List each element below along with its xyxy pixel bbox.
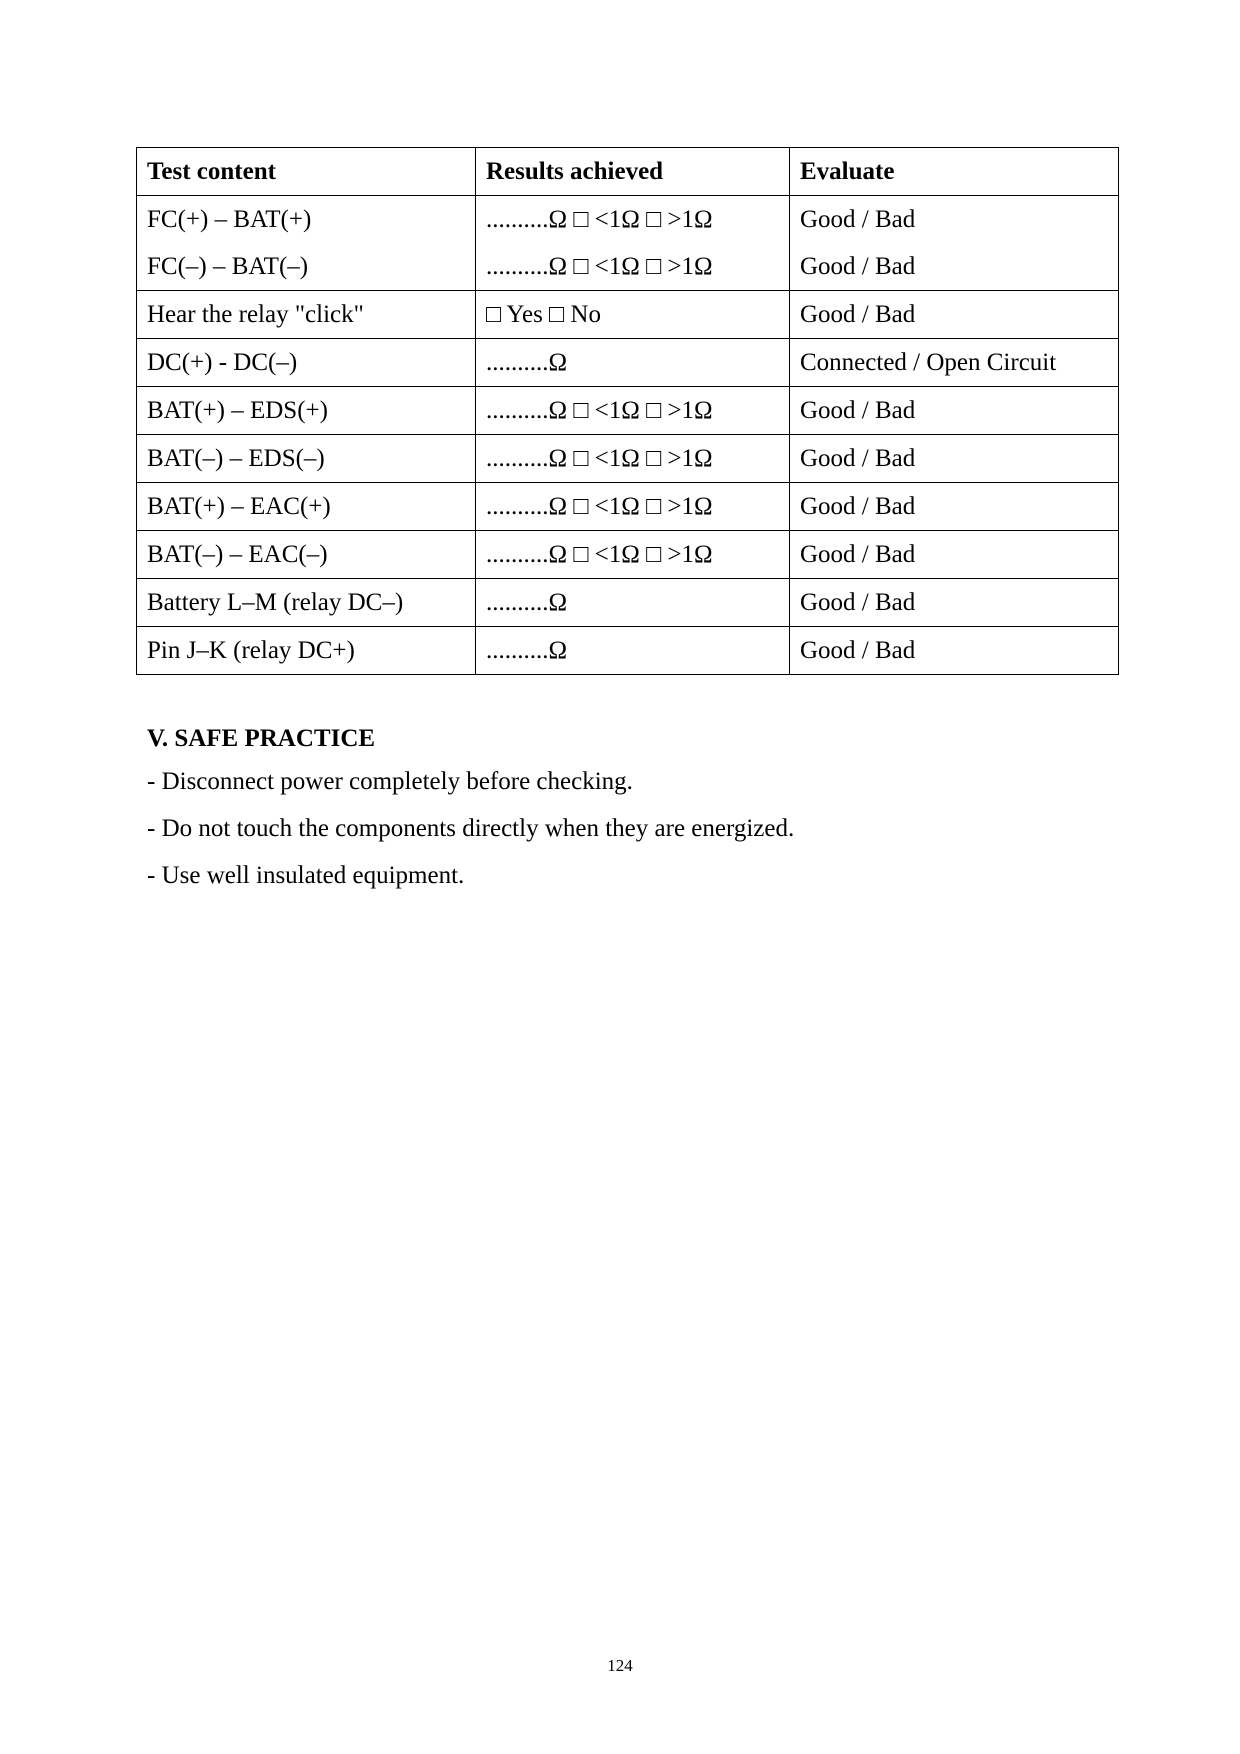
result-cell: ..........Ω □ <1Ω □ >1Ω xyxy=(476,387,790,435)
evaluate-cell: Good / Bad xyxy=(790,531,1119,579)
evaluate-cell: Good / Bad xyxy=(790,291,1119,339)
table-row xyxy=(137,196,1119,291)
test-results-table xyxy=(136,147,1119,675)
safe-practice-item: - Use well insulated equipment. xyxy=(147,862,465,889)
result-cell-line: ..........Ω □ <1Ω □ >1Ω xyxy=(486,253,713,280)
result-cell xyxy=(476,196,790,291)
result-cell: ..........Ω xyxy=(476,627,790,675)
page-number: 124 xyxy=(607,1656,633,1675)
safe-practice-section xyxy=(147,720,1107,899)
test-cell: Hear the relay "click" xyxy=(137,291,476,339)
table-row xyxy=(137,435,1119,483)
table-row xyxy=(137,627,1119,675)
test-cell xyxy=(137,196,476,291)
table-row xyxy=(137,483,1119,531)
evaluate-cell: Good / Bad xyxy=(790,435,1119,483)
test-cell: BAT(+) – EDS(+) xyxy=(137,387,476,435)
test-cell: BAT(–) – EAC(–) xyxy=(137,531,476,579)
test-cell-line: FC(+) – BAT(+) xyxy=(147,206,312,233)
test-cell: Battery L–M (relay DC–) xyxy=(137,579,476,627)
result-cell-line: ..........Ω □ <1Ω □ >1Ω xyxy=(486,206,713,233)
evaluate-cell xyxy=(790,196,1119,291)
result-cell: □ Yes □ No xyxy=(476,291,790,339)
result-cell: ..........Ω □ <1Ω □ >1Ω xyxy=(476,483,790,531)
evaluate-cell: Connected / Open Circuit xyxy=(790,339,1119,387)
evaluate-cell: Good / Bad xyxy=(790,627,1119,675)
test-cell: Pin J–K (relay DC+) xyxy=(137,627,476,675)
evaluate-cell-line: Good / Bad xyxy=(800,253,916,280)
result-cell: ..........Ω □ <1Ω □ >1Ω xyxy=(476,435,790,483)
test-cell: DC(+) - DC(–) xyxy=(137,339,476,387)
table-row xyxy=(137,291,1119,339)
test-cell: BAT(+) – EAC(+) xyxy=(137,483,476,531)
evaluate-cell-line: Good / Bad xyxy=(800,206,916,233)
table-row xyxy=(137,387,1119,435)
safe-practice-item: - Disconnect power completely before checking. xyxy=(147,768,633,795)
evaluate-cell: Good / Bad xyxy=(790,387,1119,435)
result-cell: ..........Ω xyxy=(476,339,790,387)
table-row xyxy=(137,579,1119,627)
table-header-row xyxy=(137,148,1119,196)
header-results-achieved: Results achieved xyxy=(476,148,790,196)
section-heading: V. SAFE PRACTICE xyxy=(147,725,376,752)
result-cell: ..........Ω xyxy=(476,579,790,627)
evaluate-cell: Good / Bad xyxy=(790,483,1119,531)
table-row xyxy=(137,339,1119,387)
result-cell: ..........Ω □ <1Ω □ >1Ω xyxy=(476,531,790,579)
header-test-content: Test content xyxy=(137,148,476,196)
test-cell-line: FC(–) – BAT(–) xyxy=(147,253,309,280)
test-cell: BAT(–) – EDS(–) xyxy=(137,435,476,483)
table-row xyxy=(137,531,1119,579)
safe-practice-item: - Do not touch the components directly when they are energized. xyxy=(147,815,795,842)
evaluate-cell: Good / Bad xyxy=(790,579,1119,627)
header-evaluate: Evaluate xyxy=(790,148,1119,196)
